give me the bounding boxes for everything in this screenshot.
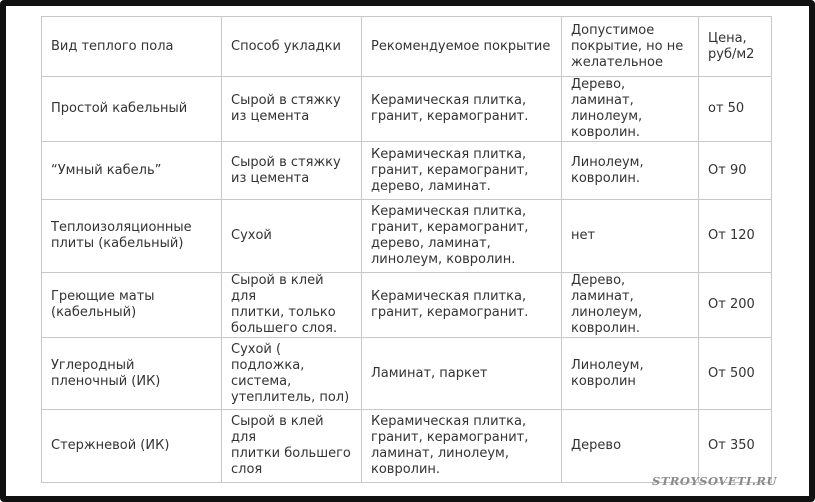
table-row [42,200,772,273]
cell-recommended-cover: Ламинат, паркет [362,338,562,410]
cell-floor-type: Греющие маты (кабельный) [42,273,222,338]
cell-allowed-cover: нет [562,200,699,273]
cell-price: От 350 [699,410,772,483]
cell-price: от 50 [699,77,772,142]
header-floor-type: Вид теплого пола [42,17,222,77]
cell-install-method: Сырой в стяжку из цемента [222,77,362,142]
cell-install-method: Сырой в стяжку из цемента [222,142,362,200]
header-recommended-cover: Рекомендуемое покрытие [362,17,562,77]
cell-install-method: Сырой в клей для плитки, только большего слоя. [222,273,362,338]
cell-allowed-cover: Дерево [562,410,699,483]
cell-install-method: Сухой ( подложка, система, утеплитель, пол) [222,338,362,410]
table-row [42,77,772,142]
watermark: STROYSOVETI.RU [652,474,777,488]
header-install-method: Способ укладки [222,17,362,77]
cell-recommended-cover: Керамическая плитка, гранит, керамогранит, дерево, ламинат, линолеум, ковролин. [362,200,562,273]
table-container [41,16,772,483]
header-row [42,17,772,77]
cell-price: От 200 [699,273,772,338]
table-row [42,410,772,483]
table-row [42,338,772,410]
cell-floor-type: Углеродный пленочный (ИК) [42,338,222,410]
cell-floor-type: Стержневой (ИК) [42,410,222,483]
cell-price: От 90 [699,142,772,200]
cell-allowed-cover: Линолеум, ковролин [562,338,699,410]
cell-install-method: Сырой в клей для плитки большего слоя [222,410,362,483]
cell-recommended-cover: Керамическая плитка, гранит, керамогранит. [362,77,562,142]
cell-allowed-cover: Дерево, ламинат, линолеум, ковролин. [562,77,699,142]
cell-floor-type: Простой кабельный [42,77,222,142]
heated-floor-table [41,16,772,483]
cell-price: От 120 [699,200,772,273]
table-row [42,273,772,338]
cell-floor-type: “Умный кабель” [42,142,222,200]
cell-recommended-cover: Керамическая плитка, гранит, керамогранит, дерево, ламинат. [362,142,562,200]
header-allowed-cover: Допустимое покрытие, но не желательное [562,17,699,77]
cell-allowed-cover: Дерево, ламинат, линолеум, ковролин. [562,273,699,338]
cell-price: От 500 [699,338,772,410]
cell-allowed-cover: Линолеум, ковролин. [562,142,699,200]
cell-recommended-cover: Керамическая плитка, гранит, керамогранит. [362,273,562,338]
cell-recommended-cover: Керамическая плитка, гранит, керамогранит, ламинат, линолеум, ковролин. [362,410,562,483]
cell-install-method: Сухой [222,200,362,273]
table-row [42,142,772,200]
cell-floor-type: Теплоизоляционные плиты (кабельный) [42,200,222,273]
header-price: Цена, руб/м2 [699,17,772,77]
